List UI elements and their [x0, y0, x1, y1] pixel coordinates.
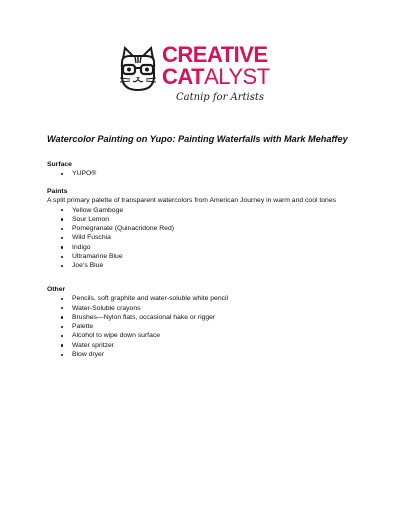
list-item-text: Pomegranate (Quinacridone Red) — [72, 225, 175, 233]
paints-description: A split primary palette of transparent watercolors from American Journey in warm and cool tones — [47, 197, 336, 205]
logo-word-cat: CAT — [162, 64, 205, 89]
list-item-text: Joe’s Blue — [72, 262, 104, 270]
list-item — [47, 304, 228, 313]
cat-with-glasses-icon — [118, 46, 158, 94]
bullet-icon — [61, 218, 63, 220]
list-item — [47, 313, 228, 322]
bullet-icon — [61, 326, 63, 328]
list-item-text: Wild Fuschia — [72, 234, 111, 242]
list-item-text: YUPO® — [72, 170, 97, 178]
list-item — [47, 206, 336, 215]
list-item — [47, 243, 336, 252]
bullet-icon — [61, 354, 63, 356]
document-title: Watercolor Painting on Yupo: Painting Waterfalls with Mark Mehaffey — [47, 134, 348, 144]
bullet-icon — [61, 246, 63, 248]
bullet-icon — [61, 237, 63, 239]
list-item-text: Brushes—Nylon flats, occasional hake or rigger — [72, 313, 216, 321]
list-item-text: Yellow Gamboge — [72, 206, 124, 214]
list-item-text: Alcohol to wipe down surface — [72, 332, 161, 340]
other-list — [47, 294, 228, 359]
list-item — [47, 322, 228, 331]
bullet-icon — [61, 344, 63, 346]
bullet-icon — [61, 256, 63, 258]
list-item — [47, 350, 228, 359]
bullet-icon — [61, 173, 63, 175]
list-item — [47, 224, 336, 233]
bullet-icon — [61, 307, 63, 309]
creative-catalyst-logo — [118, 44, 288, 112]
list-item-text: Water spritzer — [72, 341, 115, 349]
list-item — [47, 215, 336, 224]
list-item — [47, 331, 228, 340]
list-item — [47, 169, 96, 178]
logo-tagline: Catnip for Artists — [176, 92, 265, 103]
bullet-icon — [61, 335, 63, 337]
paints-list — [47, 206, 336, 271]
list-item — [47, 233, 336, 242]
list-item-text: Water-Soluble crayons — [72, 304, 141, 312]
list-item-text: Palette — [72, 323, 94, 331]
logo-word-creative: CREATIVE — [162, 42, 268, 67]
surface-heading: Surface — [47, 161, 72, 168]
surface-list — [47, 169, 96, 178]
bullet-icon — [61, 316, 63, 318]
list-item — [47, 261, 336, 270]
bullet-icon — [61, 228, 63, 230]
surface-section — [47, 160, 96, 179]
list-item-text: Sour Lemon — [72, 215, 110, 223]
list-item-text: Indigo — [72, 243, 91, 251]
logo-word-catalyst — [162, 66, 270, 88]
logo-word-alyst: ALYST — [204, 64, 270, 89]
paints-heading: Paints — [47, 188, 68, 195]
bullet-icon — [61, 265, 63, 267]
list-item-text: Blow dryer — [72, 351, 105, 359]
other-section — [47, 285, 228, 359]
bullet-icon — [61, 298, 63, 300]
bullet-icon — [61, 209, 63, 211]
list-item — [47, 341, 228, 350]
list-item-text: Ultramarine Blue — [72, 253, 123, 261]
list-item-text: Pencils, soft graphite and water-soluble white pencil — [72, 295, 229, 303]
other-heading: Other — [47, 286, 66, 293]
list-item — [47, 294, 228, 303]
paints-section — [47, 187, 336, 271]
list-item — [47, 252, 336, 261]
